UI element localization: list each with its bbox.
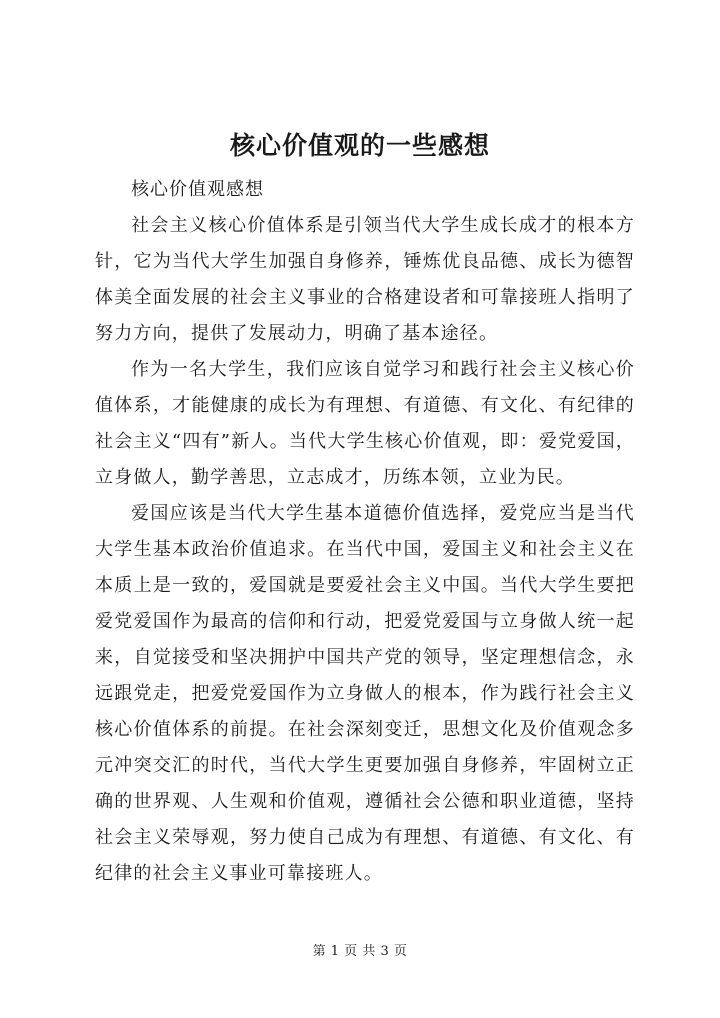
document-title: 核心价值观的一些感想 [229,131,490,160]
paragraph-2: 作为一名大学生，我们应该自觉学习和践行社会主义核心价值体系，才能健康的成长为有理想、有道德、有文化、有纪律的社会主义“四有”新人。当代大学生核心价值观，即：爱党爱国，立身做人，勤学善思，立志成才，历练本领，立业为民。 [95,359,635,488]
paragraph-1: 社会主义核心价值体系是引领当代大学生成长成才的根本方针，它为当代大学生加强自身修养，锤炼优良品德、成长为德智体美全面发展的社会主义事业的合格建设者和可靠接班人指明了努力方向，提供了发展动力，明确了基本途径。 [95,215,635,344]
document-subtitle: 核心价值观感想 [131,179,264,200]
page-number-footer: 第 1 页 共 3 页 [312,944,408,959]
document-body [95,172,635,892]
paragraph-3: 爱国应该是当代大学生基本道德价值选择，爱党应当是当代大学生基本政治价值追求。在当代中国，爱国主义和社会主义在本质上是一致的，爱国就是要爱社会主义中国。当代大学生要把爱党爱国作为最高的信仰和行动，把爱党爱国与立身做人统一起来，自觉接受和坚决拥护中国共产党的领导，坚定理想信念，永远跟党走，把爱党爱国作为立身做人的根本，作为践行社会主义核心价值体系的前提。在社会深刻变迁，思想文化及价值观念多元冲突交汇的时代，当代大学生更要加强自身修养，牢固树立正确的世界观、人生观和价值观，遵循社会公德和职业道德，坚持社会主义荣辱观，努力使自己成为有理想、有道德、有文化、有纪律的社会主义事业可靠接班人。 [95,503,635,884]
